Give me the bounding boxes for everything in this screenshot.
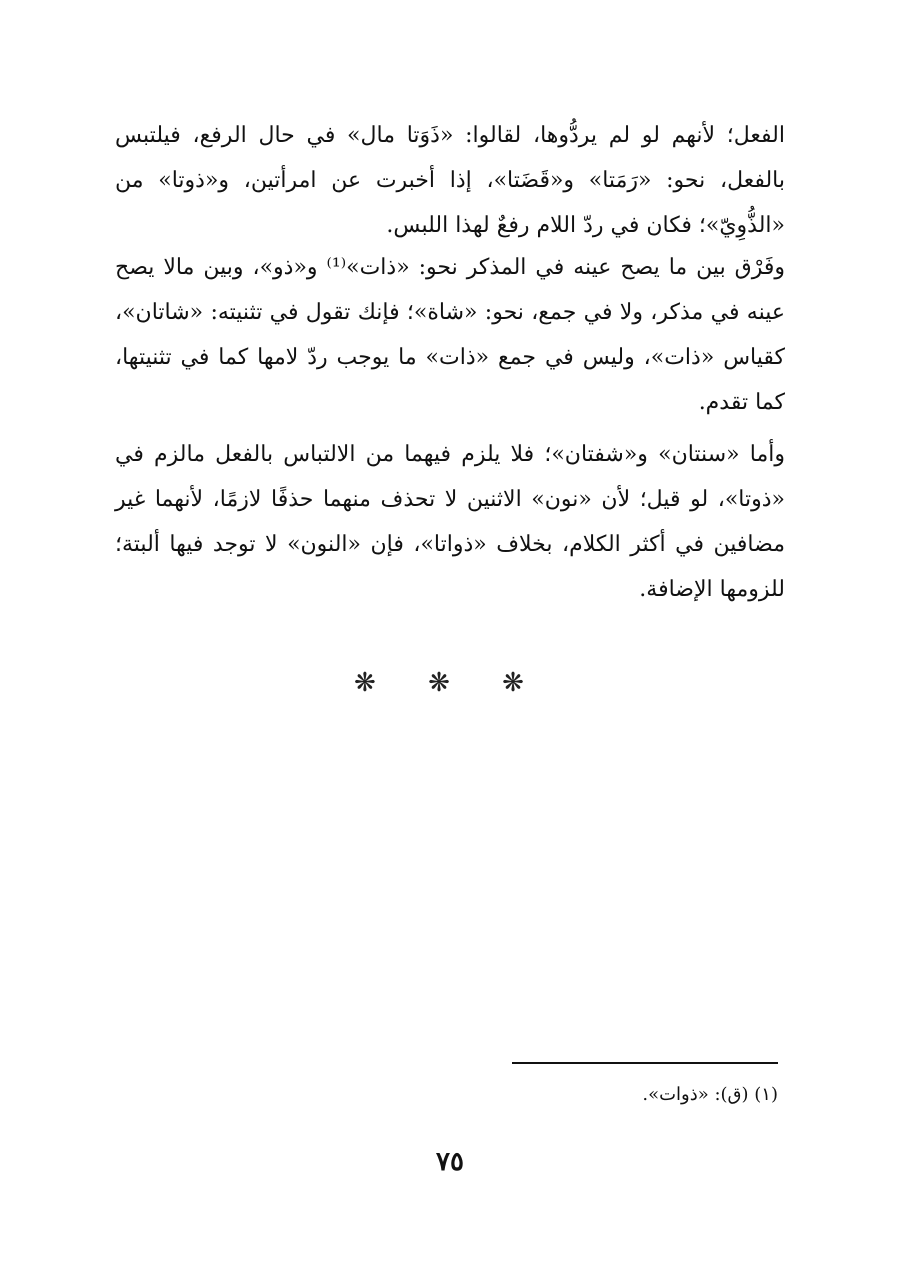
footnote: (١) (ق): «ذوات». [642, 1084, 778, 1105]
page-number: ٧٥ [436, 1147, 464, 1177]
footnote-divider [512, 1062, 778, 1064]
paragraph-1: الفعل؛ لأنهم لو لم يردُّوها، لقالوا: «ذَوَتا مال» في حال الرفع، فيلتبس بالفعل، نحو: «رَمَتا» و«قَضَتا»، إذا أخبرت عن امرأتين، و«ذوتا» من «الذُّوِيّ»؛ فكان في ردّ اللام رفعٌ لهذا اللبس. [115, 123, 785, 238]
paragraph-2: وفَرْق بين ما يصح عينه في المذكر نحو: «ذات»⁽¹⁾ و«ذو»، وبين مالا يصح عينه في مذكر، ولا في جمع، نحو: «شاة»؛ فإنك تقول في تثنيته: «شاتان»، كقياس «ذات»، وليس في جمع «ذات» ما يوجب ردّ لامها كما في تثنيتها، كما تقدم. [115, 255, 785, 415]
paragraph-3: وأما «سنتان» و«شفتان»؛ فلا يلزم فيهما من الالتباس بالفعل مالزم في «ذوتا»، لو قيل؛ لأن «نون» الاثنين لا تحذف منهما حذفًا لازمًا، لأنهما غير مضافين في أكثر الكلام، بخلاف «ذواتا»، فإن «النون» لا توجد فيها ألبتة؛ للزومها الإضافة. [115, 442, 785, 602]
section-separator: ❋ ❋ ❋ [354, 668, 546, 698]
